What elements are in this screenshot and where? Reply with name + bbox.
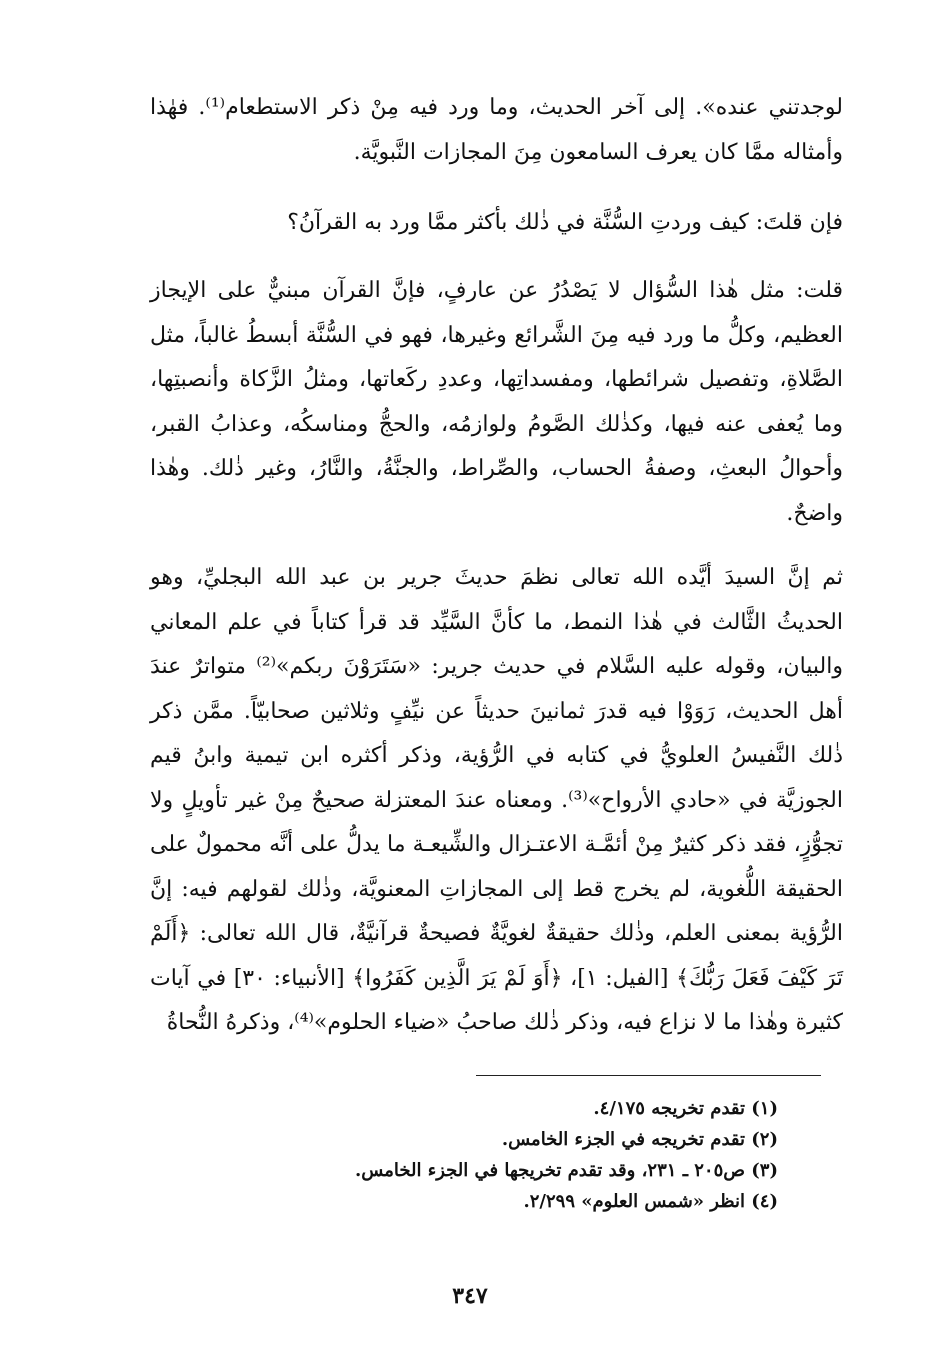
page-number: ٣٤٧	[452, 1283, 488, 1309]
body-paragraph: ثم إنَّ السيدَ أيَّده الله تعالى نظمَ حديثَ جرير بن عبد الله البجليِّ، وهو الحديثُ الثَّالث في هٰذا النمط، ما كأنَّ السَّيِّد قد قرأ كتاباً في علم المعاني والبيان، وقوله عليه السَّلام في حديث جرير: «سَتَرَوْنَ ربكم»⁽²⁾ متواترٌ عندَ أهل الحديث، رَوَوْا فيه قدرَ ثمانينَ حديثاً عن نيِّفٍ وثلاثين صحابيّاً. ممَّن ذكر ذٰلك النَّفيسُ العلويُّ في كتابه في الرُّؤية، وذكر أكثره ابن تيمية وابنُ قيم الجوزيَّة في «حادي الأرواح»⁽³⁾. ومعناه عندَ المعتزلة صحيحٌ مِنْ غير تأويلٍ ولا تجوُّزٍ، فقد ذكر كثيرٌ مِنْ أئمَّـة الاعتـزال والشِّيعـة ما يدلُّ على أنَّه محمولٌ على الحقيقة اللُّغوية، لم يخرج قط إلى المجازاتِ المعنويَّة، وذٰلك لقولهم فيه: إنَّ الرُّؤية بمعنى العلم، وذٰلك حقيقةٌ لغويَّةٌ فصيحةٌ قرآنيَّةٌ، قال الله تعالى: ﴿أَلَمْ تَرَ كَيْفَ فَعَلَ رَبُّكَ﴾ [الفيل: ١]، ﴿أَوَ لَمْ يَرَ الَّذِين كَفَرُوا﴾ [الأنبياء: ٣٠] في آيات كثيرة وهٰذا ما لا نزاع فيه، وذكر ذٰلك صاحبُ «ضياء الحلوم»⁽⁴⁾، وذكرهُ النُّحاةُ	[150, 565, 843, 1035]
footnotes-section	[300, 1093, 778, 1217]
footnote-separator	[476, 1075, 821, 1076]
body-paragraph: قلت: مثل هٰذا السُّؤال لا يَصْدُرُ عن عارفٍ، فإنَّ القرآن مبنيٌّ على الإيجاز العظيم، وكلُّ ما ورد فيه مِنَ الشَّرائع وغيرها، فهو في السُّنَّة أبسطُ غالباً، مثل الصَّلاةِ، وتفصيل شرائطها، ومفسداتِها، وعددِ ركَعاتها، ومثلُ الزَّكاة وأنصبتِها، وما يُعفى عنه فيها، وكذٰلك الصَّومُ ولوازمُه، والحجُّ ومناسكُه، وعذابُ القبر، وأحوالُ البعثِ، وصفةُ الحساب، والصِّراط، والجنَّةُ، والنَّارُ، وغير ذٰلك. وهٰذا واضحٌ.	[150, 278, 843, 526]
footnote: (١) تقدم تخريجه ٤/١٧٥.	[593, 1098, 778, 1119]
body-paragraph: فإن قلتَ: كيف وردتِ السُّنَّة في ذٰلك بأكثر ممَّا ورد به القرآنُ؟	[287, 210, 843, 235]
footnote: (٤) انظر «شمس العلوم» ٢/٢٩٩.	[523, 1191, 778, 1212]
footnote: (٢) تقدم تخريجه في الجزء الخامس.	[501, 1129, 778, 1150]
body-paragraph: لوجدتني عنده». إلى آخر الحديث، وما ورد فيه مِنْ ذكر الاستطعام⁽¹⁾. فهٰذا وأمثاله ممَّا كان يعرف السامعون مِنَ المجازات النَّبويَّة.	[150, 95, 843, 165]
footnote: (٣) ص٢٠٥ ـ ٢٣١، وقد تقدم تخريجها في الجزء الخامس.	[355, 1160, 778, 1181]
